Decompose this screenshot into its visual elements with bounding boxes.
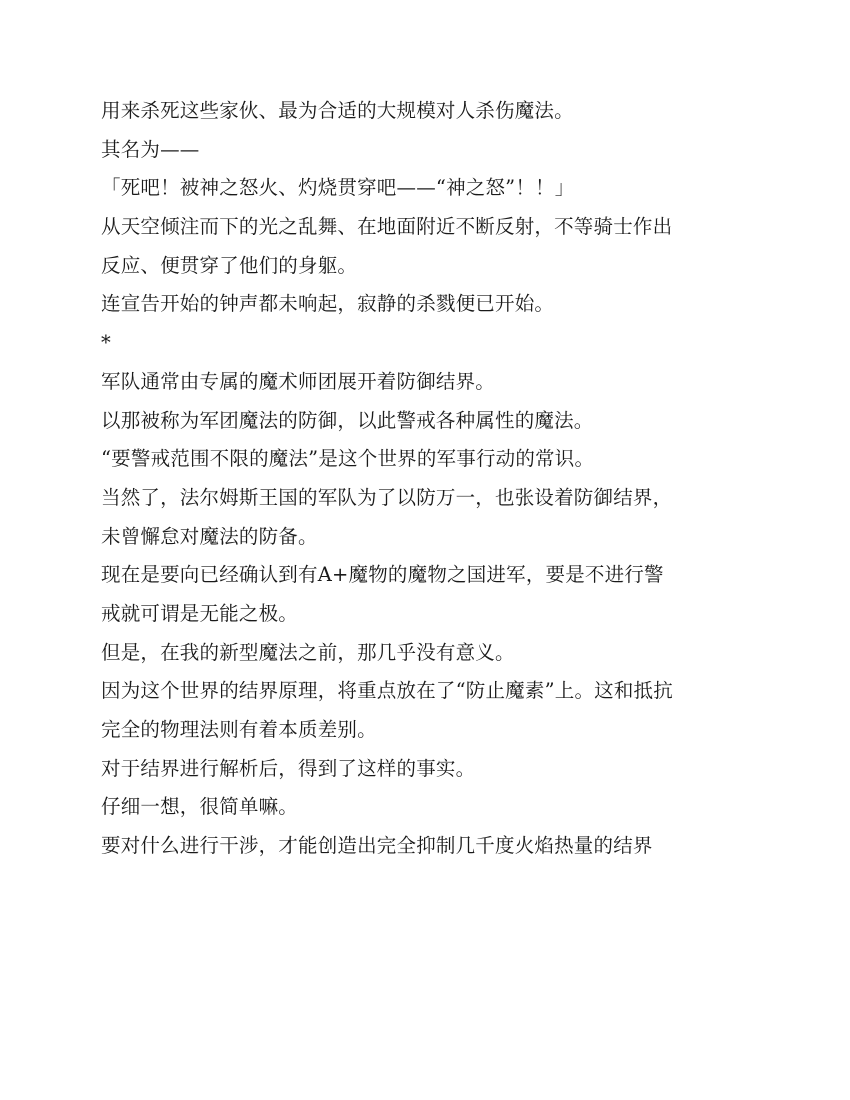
text-line: 其名为——: [101, 137, 200, 161]
text-line: 「死吧！被神之怒火、灼烧贯穿吧——“神之怒”！！」: [101, 176, 575, 200]
text-line: 因为这个世界的结界原理，将重点放在了“防止魔素”上。这和抵抗: [101, 679, 673, 703]
text-line: 以那被称为军团魔法的防御，以此警戒各种属性的魔法。: [101, 408, 594, 432]
text-line: 仔细一想，很简单嘛。: [101, 795, 299, 819]
text-line: 未曾懈怠对魔法的防备。: [101, 524, 318, 548]
section-break: *: [101, 331, 111, 355]
body-text: [101, 92, 741, 866]
text-line: 从天空倾注而下的光之乱舞、在地面附近不断反射，不等骑士作出: [101, 215, 673, 239]
text-line: 完全的物理法则有着本质差别。: [101, 718, 377, 741]
text-line: 戒就可谓是无能之极。: [101, 601, 299, 625]
text-line: “要警戒范围不限的魔法”是这个世界的军事行动的常识。: [101, 447, 595, 471]
text-line: 但是，在我的新型魔法之前，那几乎没有意义。: [101, 640, 515, 664]
text-line: 对于结界进行解析后，得到了这样的事实。: [101, 756, 476, 780]
text-line: 连宣告开始的钟声都未响起，寂静的杀戮便已开始。: [101, 292, 555, 316]
text-line: 当然了，法尔姆斯王国的军队为了以防万一，也张设着防御结界，: [101, 485, 673, 509]
text-line: 现在是要向已经确认到有A+魔物的魔物之国进军，要是不进行警: [101, 563, 664, 587]
text-line: 用来杀死这些家伙、最为合适的大规模对人杀伤魔法。: [101, 99, 574, 122]
text-line: 要对什么进行干涉，才能创造出完全抑制几千度火焰热量的结界: [101, 834, 653, 858]
text-line: 军队通常由专属的魔术师团展开着防御结界。: [101, 369, 496, 393]
text-line: 反应、便贯穿了他们的身躯。: [101, 253, 358, 277]
